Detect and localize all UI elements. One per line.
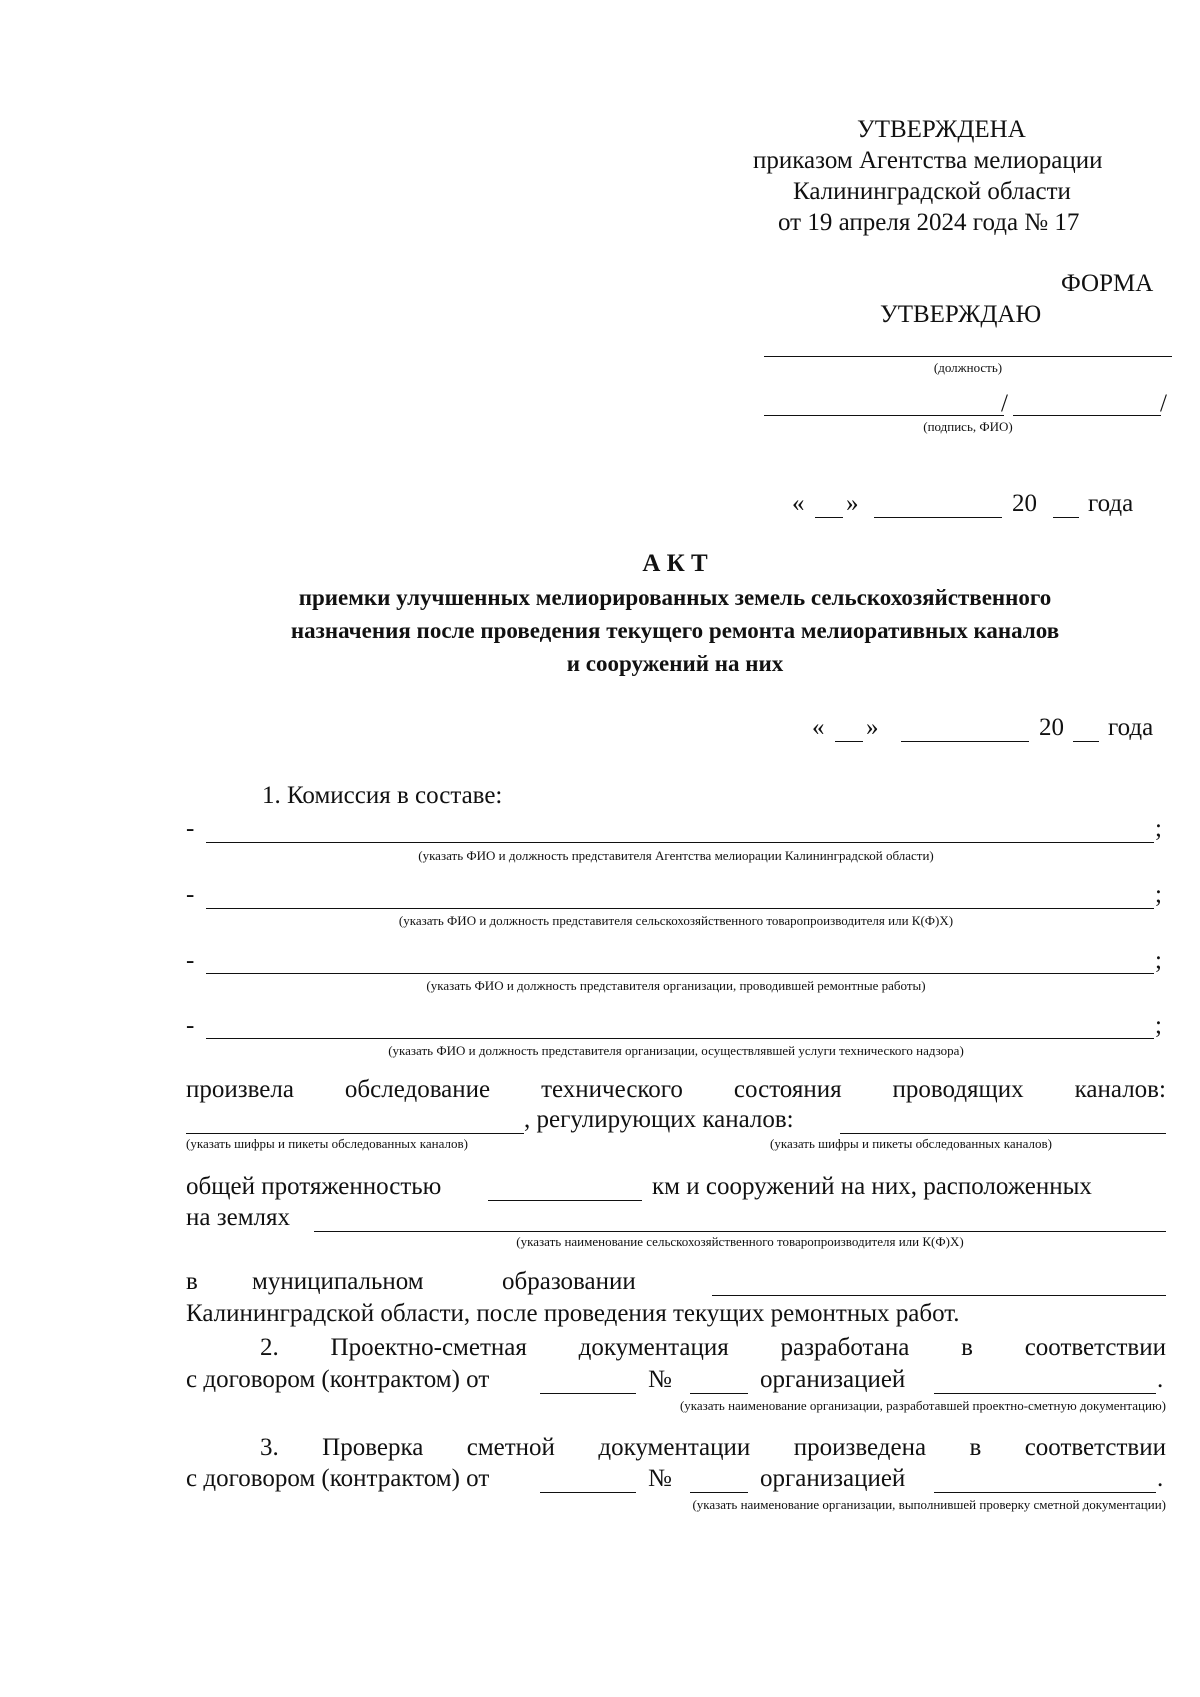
position-caption: (должность): [933, 360, 1003, 375]
fio-line[interactable]: [1013, 415, 1161, 416]
approve-year-line[interactable]: [1053, 517, 1079, 518]
lands-owner-caption: (указать наименование сельскохозяйственного товаропроизводителя или К(Ф)Х): [516, 1234, 964, 1249]
survey-word: каналов:: [1074, 1076, 1166, 1103]
approval-heading: УТВЕРЖДЕНА: [857, 116, 1026, 143]
region-line: Калининградской области, после проведения текущих ремонтных работ.: [186, 1300, 960, 1327]
item2-contract-date-line[interactable]: [540, 1393, 636, 1394]
approval-region-line: Калининградской области: [793, 178, 1071, 205]
signature-slash: /: [1001, 390, 1008, 417]
act-subtitle-line2: назначения после проведения текущего ремонта мелиоративных каналов: [290, 618, 1060, 643]
approve-date-close: »: [846, 490, 859, 517]
item2-contract-label: с договором (контрактом) от: [186, 1366, 490, 1393]
item3-contract-date-line[interactable]: [540, 1492, 636, 1493]
item3-word: Проверка: [322, 1434, 424, 1461]
item2-organization-label: организацией: [760, 1366, 906, 1393]
commission-semicolon: ;: [1155, 947, 1162, 974]
form-label: ФОРМА: [1061, 270, 1154, 297]
length-tail: км и сооружений на них, расположенных: [652, 1173, 1092, 1200]
item2-organization-line[interactable]: [934, 1393, 1156, 1394]
municipal-word: в: [186, 1268, 198, 1295]
commission-dash: -: [186, 881, 195, 908]
item2-word: разработана: [780, 1334, 910, 1361]
approve-day-line[interactable]: [815, 517, 843, 518]
survey-word: состояния: [733, 1076, 842, 1103]
item2-word: 2.: [260, 1334, 279, 1361]
survey-word: технического: [541, 1076, 683, 1103]
lands-owner-line[interactable]: [314, 1231, 1166, 1232]
approve-date-year: 20: [1012, 490, 1037, 517]
survey-word: произвела: [186, 1076, 294, 1103]
act-month-line[interactable]: [901, 741, 1029, 742]
approve-month-line[interactable]: [874, 517, 1002, 518]
signature-caption: (подпись, ФИО): [923, 419, 1013, 434]
commission-member-line[interactable]: [206, 1038, 1154, 1039]
item3-word: сметной: [466, 1434, 555, 1461]
item3-word: соответствии: [1024, 1434, 1166, 1461]
approval-order-line: приказом Агентства мелиорации: [753, 147, 1103, 174]
item3-dot: .: [1157, 1465, 1164, 1492]
approve-date-word: года: [1088, 490, 1134, 517]
item3-contract-label: с договором (контрактом) от: [186, 1465, 490, 1492]
position-line[interactable]: [764, 356, 1172, 357]
item3-line: [260, 1434, 1166, 1462]
item2-caption: (указать наименование организации, разработавшей проектно-сметную документацию): [679, 1398, 1166, 1413]
act-date-word: года: [1108, 714, 1154, 741]
conducting-channels-line[interactable]: [186, 1133, 524, 1134]
survey-line: [186, 1076, 1166, 1104]
approval-date-line: от 19 апреля 2024 года № 17: [778, 209, 1080, 236]
item3-caption: (указать наименование организации, выполнившей проверку сметной документации): [692, 1497, 1166, 1512]
commission-member-caption: (указать ФИО и должность представителя Агентства мелиорации Калининградской области): [418, 848, 934, 863]
municipal-word: муниципальном: [252, 1268, 424, 1295]
survey-word: обследование: [344, 1076, 491, 1103]
item3-contract-number-line[interactable]: [690, 1492, 748, 1493]
survey-word: проводящих: [892, 1076, 1024, 1103]
item2-word: соответствии: [1024, 1334, 1166, 1361]
item2-dot: .: [1157, 1366, 1164, 1393]
fio-slash: /: [1160, 390, 1167, 417]
commission-member-line[interactable]: [206, 908, 1154, 909]
item2-word: Проектно-сметная: [330, 1334, 527, 1361]
signature-line[interactable]: [764, 415, 1004, 416]
item2-line: [260, 1334, 1166, 1362]
act-day-line[interactable]: [835, 741, 863, 742]
item2-contract-number-line[interactable]: [690, 1393, 748, 1394]
commission-semicolon: ;: [1155, 815, 1162, 842]
commission-dash: -: [186, 815, 195, 842]
act-subtitle-line3: и сооружений на них: [566, 651, 784, 676]
item3-word: произведена: [793, 1434, 927, 1461]
item3-word: документации: [598, 1434, 751, 1461]
act-title: А К Т: [642, 550, 708, 577]
commission-member-caption: (указать ФИО и должность представителя организации, осуществлявшей услуги технического надзора): [388, 1043, 964, 1058]
regulating-channels-line[interactable]: [840, 1133, 1166, 1134]
item3-organization-label: организацией: [760, 1465, 906, 1492]
commission-member-line[interactable]: [206, 842, 1154, 843]
length-km-line[interactable]: [488, 1200, 642, 1201]
regulating-channels-caption: (указать шифры и пикеты обследованных каналов): [770, 1136, 1052, 1151]
commission-member-caption: (указать ФИО и должность представителя сельскохозяйственного товаропроизводителя или К(Ф)Х): [398, 913, 954, 928]
item3-word: в: [969, 1434, 982, 1461]
lands-label: на землях: [186, 1204, 290, 1231]
act-date-open: «: [812, 714, 825, 741]
municipality-line[interactable]: [712, 1295, 1166, 1296]
item3-word: 3.: [260, 1434, 279, 1461]
commission-member-caption: (указать ФИО и должность представителя организации, проводившей ремонтные работы): [426, 978, 926, 993]
act-date-close: »: [866, 714, 879, 741]
regulating-channels-label: , регулирующих каналов:: [524, 1106, 794, 1133]
municipal-word: образовании: [502, 1268, 636, 1295]
commission-semicolon: ;: [1155, 881, 1162, 908]
commission-dash: -: [186, 1012, 195, 1039]
act-subtitle-line1: приемки улучшенных мелиорированных земель сельскохозяйственного: [298, 585, 1052, 610]
item2-word: в: [961, 1334, 973, 1361]
item3-organization-line[interactable]: [934, 1492, 1156, 1493]
commission-semicolon: ;: [1155, 1012, 1162, 1039]
conducting-channels-caption: (указать шифры и пикеты обследованных каналов): [186, 1136, 468, 1151]
item3-number-sign: №: [648, 1465, 672, 1492]
approve-date-open: «: [792, 490, 805, 517]
commission-heading: 1. Комиссия в составе:: [262, 782, 503, 809]
commission-dash: -: [186, 947, 195, 974]
length-label: общей протяженностью: [186, 1173, 442, 1200]
item2-word: документация: [578, 1334, 729, 1361]
act-date-year: 20: [1039, 714, 1064, 741]
act-year-line[interactable]: [1073, 741, 1099, 742]
item2-number-sign: №: [648, 1366, 672, 1393]
approve-heading: УТВЕРЖДАЮ: [880, 301, 1042, 328]
commission-member-line[interactable]: [206, 973, 1154, 974]
